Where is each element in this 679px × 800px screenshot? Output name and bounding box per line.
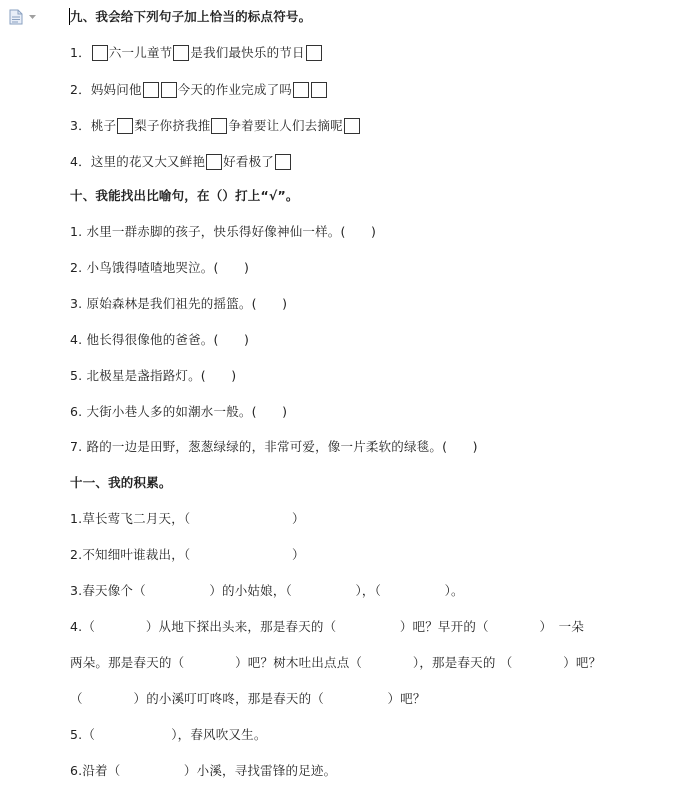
question-text: 是我们最快乐的节日 — [190, 45, 305, 60]
s10-item-7: 7. 路的一边是田野，葱葱绿绿的，非常可爱，像一片柔软的绿毯。( ) — [70, 439, 478, 454]
s10-item-4: 4. 他长得很像他的爸爸。( ) — [70, 332, 250, 347]
question-text: 好看极了 — [223, 154, 274, 169]
s9-question-2 — [70, 81, 328, 99]
question-text: 今天的作业完成了吗 — [177, 82, 292, 97]
s11-item-4-line-3: （ ）的小溪叮叮咚咚，那是春天的（ ）吧？ — [70, 691, 426, 706]
s9-question-1 — [70, 44, 323, 62]
s10-item-2: 2. 小鸟饿得喳喳地哭泣。( ) — [70, 260, 250, 275]
answer-box[interactable] — [117, 118, 133, 134]
question-text: 梨子你挤我推 — [134, 118, 211, 133]
answer-box[interactable] — [293, 82, 309, 98]
s11-item-6: 6.沿着（ ）小溪，寻找雷锋的足迹。 — [70, 763, 337, 778]
answer-box[interactable] — [173, 45, 189, 61]
question-number: 1． — [70, 45, 91, 60]
question-text: 桃子 — [90, 118, 117, 133]
s11-item-2: 2.不知细叶谁裁出，（ ） — [70, 547, 305, 562]
question-number: 2． — [70, 82, 91, 97]
question-text: 妈妈问他 — [90, 82, 142, 97]
section-9-heading: 九、我会给下列句子加上恰当的标点符号。 — [70, 9, 312, 24]
answer-box[interactable] — [306, 45, 322, 61]
s11-item-5: 5.（ ），春风吹又生。 — [70, 727, 267, 742]
s9-question-4 — [70, 153, 292, 171]
s11-item-1: 1.草长莺飞二月天，（ ） — [70, 511, 305, 526]
answer-box[interactable] — [275, 154, 291, 170]
chevron-down-icon — [29, 15, 36, 20]
answer-box[interactable] — [311, 82, 327, 98]
s11-item-3: 3.春天像个（ ）的小姑娘，（ ），（ ）。 — [70, 583, 464, 598]
answer-box[interactable] — [206, 154, 222, 170]
s9-question-3 — [70, 117, 361, 135]
document-icon — [9, 9, 23, 25]
answer-box[interactable] — [344, 118, 360, 134]
s10-item-3: 3. 原始森林是我们祖先的摇篮。( ) — [70, 296, 288, 311]
question-number: 3． — [70, 118, 91, 133]
s10-item-5: 5. 北极星是盏指路灯。( ) — [70, 368, 237, 383]
section-10-heading: 十、我能找出比喻句，在（）打上“√”。 — [70, 188, 299, 203]
section-11-heading: 十一、我的积累。 — [70, 475, 172, 490]
answer-box[interactable] — [143, 82, 159, 98]
s10-item-1: 1. 水里一群赤脚的孩子，快乐得好像神仙一样。( ) — [70, 224, 377, 239]
question-number: 4． — [70, 154, 91, 169]
question-text: 这里的花又大又鲜艳 — [90, 154, 206, 169]
question-text: 六一儿童节 — [108, 45, 173, 60]
answer-box[interactable] — [92, 45, 108, 61]
answer-box[interactable] — [161, 82, 177, 98]
answer-box[interactable] — [211, 118, 227, 134]
document-outline-toggle[interactable] — [9, 9, 43, 25]
question-text: 争着要让人们去摘呢 — [228, 118, 343, 133]
s11-item-4-line-1: 4.（ ）从地下探出头来，那是春天的（ ）吧？早开的（ ） 一朵 — [70, 619, 585, 634]
s10-item-6: 6. 大街小巷人多的如潮水一般。( ) — [70, 404, 288, 419]
s11-item-4-line-2: 两朵。那是春天的（ ）吧？树木吐出点点（ ），那是春天的 （ ）吧？ — [70, 655, 602, 670]
